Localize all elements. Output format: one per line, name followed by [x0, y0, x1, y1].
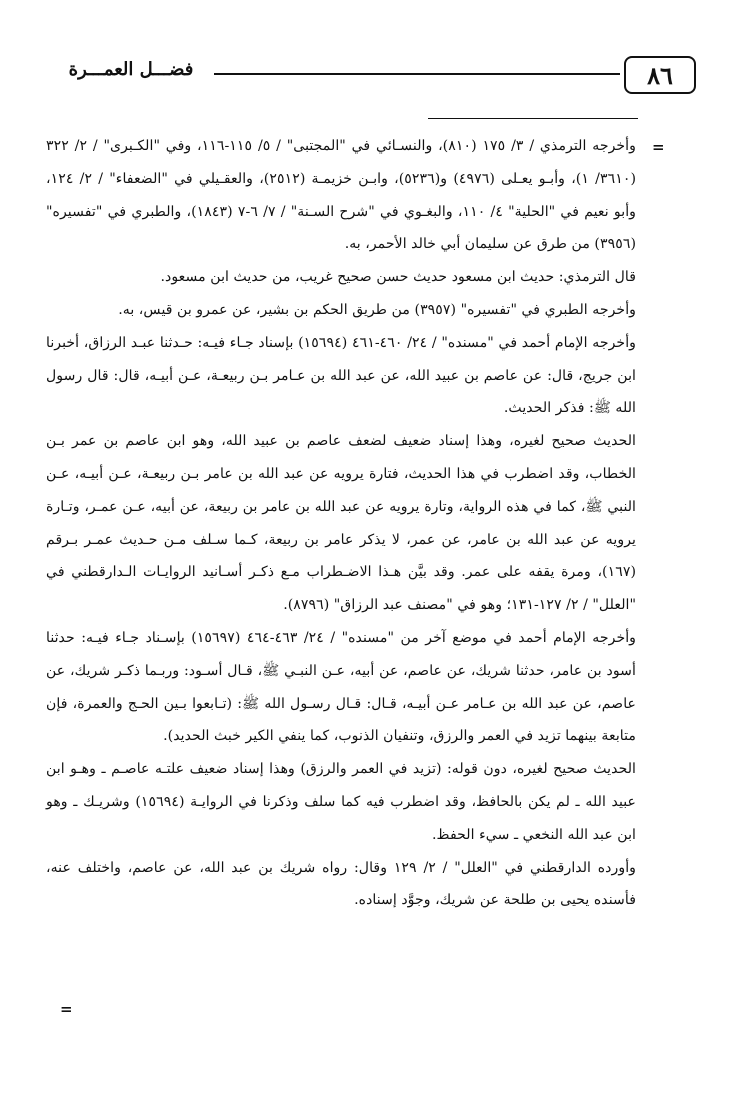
paragraph: الحديث صحيح لغيره، دون قوله: (تزيد في العمر والرزق) وهذا إسناد ضعيف علتـه عاصـم ـ وهـو ابن عبيد الله ـ لم يكن بالحافظ، وقد اضطرب فيه كما سلف وذكرنا في الروايـة (١٥٦٩٤) وشريـك ـ وهو ابن عبد الله النخعي ـ سيء الحفظ.	[46, 761, 636, 843]
page-number: ٨٦	[624, 56, 696, 94]
footnote-separator	[428, 118, 638, 119]
continuation-marker-top: =	[652, 138, 665, 156]
paragraph: وأخرجه الترمذي / ٣/ ١٧٥ (٨١٠)، والنسـائي في "المجتبى" / ٥/ ١١٥-١١٦، وفي "الكـبرى" / ٢/ ٣٢٢ (٣٦١٠/ ١)، وأبـو يعـلى (٤٩٧٦) و(٥٢٣٦)، وابـن خزيمـة (٢٥١٢)، والعقـيلي في "الضعفاء" / ٢/ ١٢٤، وأبو نعيم في "الحلية" ٤/ ١١٠، والبغـوي في "شرح السـنة" / ٧/ ٦-٧ (١٨٤٣)، والطبري في "تفسيره" (٣٩٥٦) من طرق عن سليمان أبي خالد الأحمر، به.	[46, 138, 636, 253]
running-title: فضـــل العمـــرة	[68, 59, 194, 80]
paragraph: قال الترمذي: حديث ابن مسعود حديث حسن صحيح غريب، من حديث ابن مسعود.	[160, 269, 636, 286]
paragraph: الحديث صحيح لغيره، وهذا إسناد ضعيف لضعف عاصم بن عبيد الله، وهو ابن عاصم بن عمر بـن الخطاب، وقد اضطرب في هذا الحديث، فتارة يرويه عن عبد الله بن عامر بـن ربيعـة، عـن أبيـه، عـن النبي ﷺ، كما في هذه الرواية، وتارة يرويه عن عبد الله بن عامر بن ربيعة، عن أبيه، عـن عمـر، وتـارة يرويه عن عبد الله بن عامر، عن عمر، لا يذكر عامر بن ربيعة، كـما سـلف مـن حـديث عمـر بـرقم (١٦٧)، ومرة يقفه على عمر. وقد بيَّن هـذا الاضـطراب مـع ذكـر أسـانيد الروايـات الـدارقطني في "العلل" / ٢/ ١٢٧-١٣١؛ وهو في "مصنف عبد الرزاق" (٨٧٩٦).	[46, 433, 636, 614]
header-rule	[214, 73, 620, 75]
continuation-marker-bottom: =	[60, 1000, 73, 1018]
paragraph: وأخرجه الإمام أحمد في موضع آخر من "مسنده" / ٢٤/ ٤٦٣-٤٦٤ (١٥٦٩٧) بإسـناد جـاء فيـه: حدثنا أسود بن عامر، حدثنا شريك، عن عاصم، عن أبيه، عـن النبـي ﷺ، قـال أسـود: وربـما ذكـر شريك، عن عاصم، عن عبد الله بن عـامر عـن أبيـه، قـال: قـال رسـول الله ﷺ: (تـابعوا بـين الحـج والعمرة، فإن متابعة بينهما تزيد في العمر والرزق، وتنفيان الذنوب، كما ينفي الكير خبث الحديد).	[46, 629, 637, 745]
paragraph: وأخرجه الطبري في "تفسيره" (٣٩٥٧) من طريق الحكم بن بشير، عن عمرو بن قيس، به.	[118, 301, 636, 318]
paragraph: وأورده الدارقطني في "العلل" / ٢/ ١٢٩ وقال: رواه شريك بن عبد الله، عن عاصم، واختلف عنه، فأسنده يحيى بن طلحة عن شريك، وجوَّد إسناده.	[46, 859, 636, 909]
paragraph: وأخرجه الإمام أحمد في "مسنده" / ٢٤/ ٤٦٠-٤٦١ (١٥٦٩٤) بإسناد جـاء فيـه: حـدثنا عبـد الرزاق، أخبرنا ابن جريج، قال: عن عاصم بن عبيد الله، عن عبد الله بن عـامر بـن ربيعـة، عـن أبيـه، قال: قال رسول الله ﷺ: فذكر الحديث.	[46, 334, 636, 417]
footnote-text	[46, 130, 636, 917]
page-header	[36, 56, 673, 96]
